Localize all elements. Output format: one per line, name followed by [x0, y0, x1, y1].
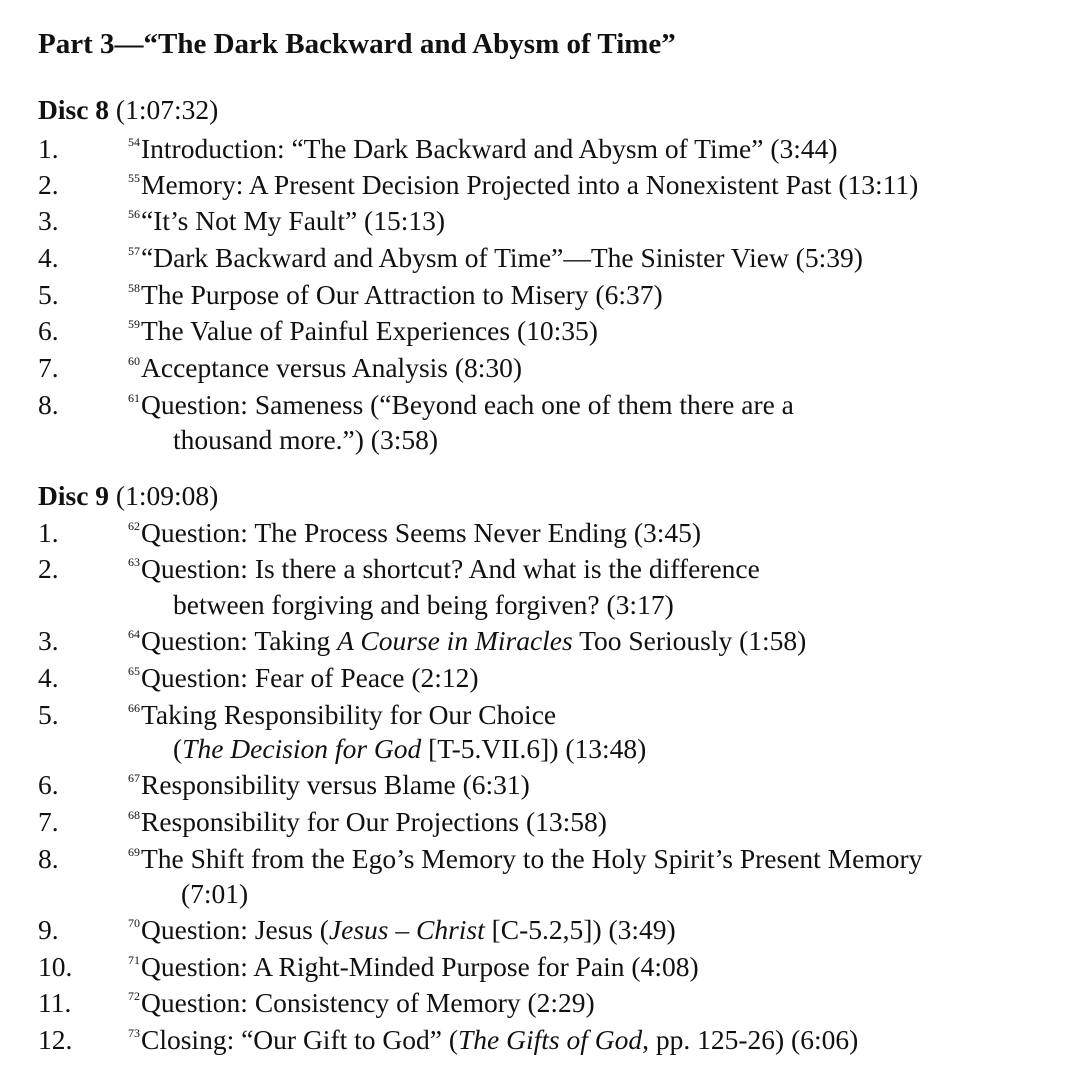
item-text: Question: A Right-Minded Purpose for Pain (4:08) — [141, 951, 699, 982]
disc-8-duration: (1:07:32) — [115, 94, 219, 125]
item-number: 5. — [38, 699, 59, 730]
item-text-tail: , pp. 125-26) (6:06) — [642, 1024, 859, 1055]
item-number: 6. — [38, 315, 59, 346]
item-text: Introduction: “The Dark Backward and Abysm of Time” (3:44) — [141, 133, 838, 164]
disc-8-label: Disc 8 — [38, 94, 110, 125]
item-number: 1. — [38, 133, 59, 164]
item-number: 4. — [38, 242, 59, 273]
item-text: Question: The Process Seems Never Ending (3:45) — [141, 517, 702, 548]
item-number: 11. — [38, 987, 72, 1018]
part-title: Part 3—“The Dark Backward and Abysm of Time” — [38, 28, 676, 60]
footnote-ref: 66 — [128, 701, 140, 715]
item-text: “Dark Backward and Abysm of Time”—The Sinister View (5:39) — [141, 242, 863, 273]
item-number: 8. — [38, 389, 59, 420]
item-italic-title: A Course in Miracles — [337, 625, 573, 656]
item-number: 7. — [38, 806, 59, 837]
item-number: 6. — [38, 769, 59, 800]
cont-tail: [T-5.VII.6]) (13:48) — [421, 733, 647, 764]
item-text: “It’s Not My Fault” (15:13) — [141, 205, 445, 236]
item-text-tail: Too Seriously (1:58) — [572, 625, 807, 656]
footnote-ref: 58 — [128, 281, 140, 295]
item-italic-title: The Gifts of God — [457, 1024, 643, 1055]
item-text: Taking Responsibility for Our Choice — [141, 699, 557, 730]
item-text: Closing: “Our Gift to God” ( — [141, 1024, 458, 1055]
item-number: 7. — [38, 352, 59, 383]
item-text: The Shift from the Ego’s Memory to the Holy Spirit’s Present Memory — [141, 843, 923, 874]
item-number: 12. — [38, 1024, 73, 1055]
item-text: Responsibility for Our Projections (13:58) — [141, 806, 607, 837]
footnote-ref: 70 — [128, 916, 140, 930]
footnote-ref: 69 — [128, 845, 140, 859]
footnote-ref: 55 — [128, 171, 140, 185]
disc-8-heading — [38, 92, 218, 128]
disc-9-heading — [38, 478, 218, 514]
disc-9-item-8-continuation: (7:01) — [181, 878, 249, 909]
disc-8-item-8-continuation: thousand more.”) (3:58) — [173, 424, 438, 455]
footnote-ref: 62 — [128, 519, 140, 533]
item-number: 2. — [38, 553, 59, 584]
item-text: The Value of Painful Experiences (10:35) — [141, 315, 598, 346]
item-number: 5. — [38, 279, 59, 310]
disc-9-label: Disc 9 — [38, 480, 110, 511]
footnote-ref: 72 — [128, 989, 140, 1003]
footnote-ref: 59 — [128, 317, 140, 331]
footnote-ref: 65 — [128, 664, 140, 678]
footnote-ref: 60 — [128, 354, 140, 368]
item-text: Responsibility versus Blame (6:31) — [141, 769, 530, 800]
disc-9-item-2-continuation: between forgiving and being forgiven? (3:17) — [173, 589, 674, 620]
item-text: Acceptance versus Analysis (8:30) — [141, 352, 523, 383]
cont-italic-title: The Decision for God — [182, 733, 422, 764]
footnote-ref: 67 — [128, 771, 140, 785]
item-text: Question: Is there a shortcut? And what is the difference — [141, 553, 760, 584]
footnote-ref: 73 — [128, 1026, 140, 1040]
item-text: Memory: A Present Decision Projected into a Nonexistent Past (13:11) — [141, 169, 919, 200]
footnote-ref: 57 — [128, 244, 140, 258]
footnote-ref: 71 — [128, 953, 140, 967]
footnote-ref: 54 — [128, 135, 140, 149]
item-text: Question: Sameness (“Beyond each one of them there are a — [141, 389, 794, 420]
item-number: 2. — [38, 169, 59, 200]
item-text-tail: [C-5.2,5]) (3:49) — [484, 914, 676, 945]
item-number: 3. — [38, 625, 59, 656]
footnote-ref: 61 — [128, 391, 140, 405]
footnote-ref: 63 — [128, 555, 140, 569]
item-number: 4. — [38, 662, 59, 693]
item-text: Question: Jesus ( — [141, 914, 329, 945]
item-italic-title: Jesus – Christ — [328, 914, 485, 945]
item-number: 1. — [38, 517, 59, 548]
item-text: Question: Taking — [141, 625, 338, 656]
item-number: 8. — [38, 843, 59, 874]
cont-open: ( — [173, 733, 183, 764]
disc-9-item-5-continuation — [173, 731, 646, 767]
item-text: Question: Consistency of Memory (2:29) — [141, 987, 595, 1018]
item-number: 9. — [38, 914, 59, 945]
item-text: The Purpose of Our Attraction to Misery (6:37) — [141, 279, 663, 310]
item-text: Question: Fear of Peace (2:12) — [141, 662, 479, 693]
footnote-ref: 68 — [128, 808, 140, 822]
item-number: 3. — [38, 205, 59, 236]
footnote-ref: 56 — [128, 207, 140, 221]
item-number: 10. — [38, 951, 73, 982]
footnote-ref: 64 — [128, 627, 140, 641]
disc-9-duration: (1:09:08) — [115, 480, 219, 511]
